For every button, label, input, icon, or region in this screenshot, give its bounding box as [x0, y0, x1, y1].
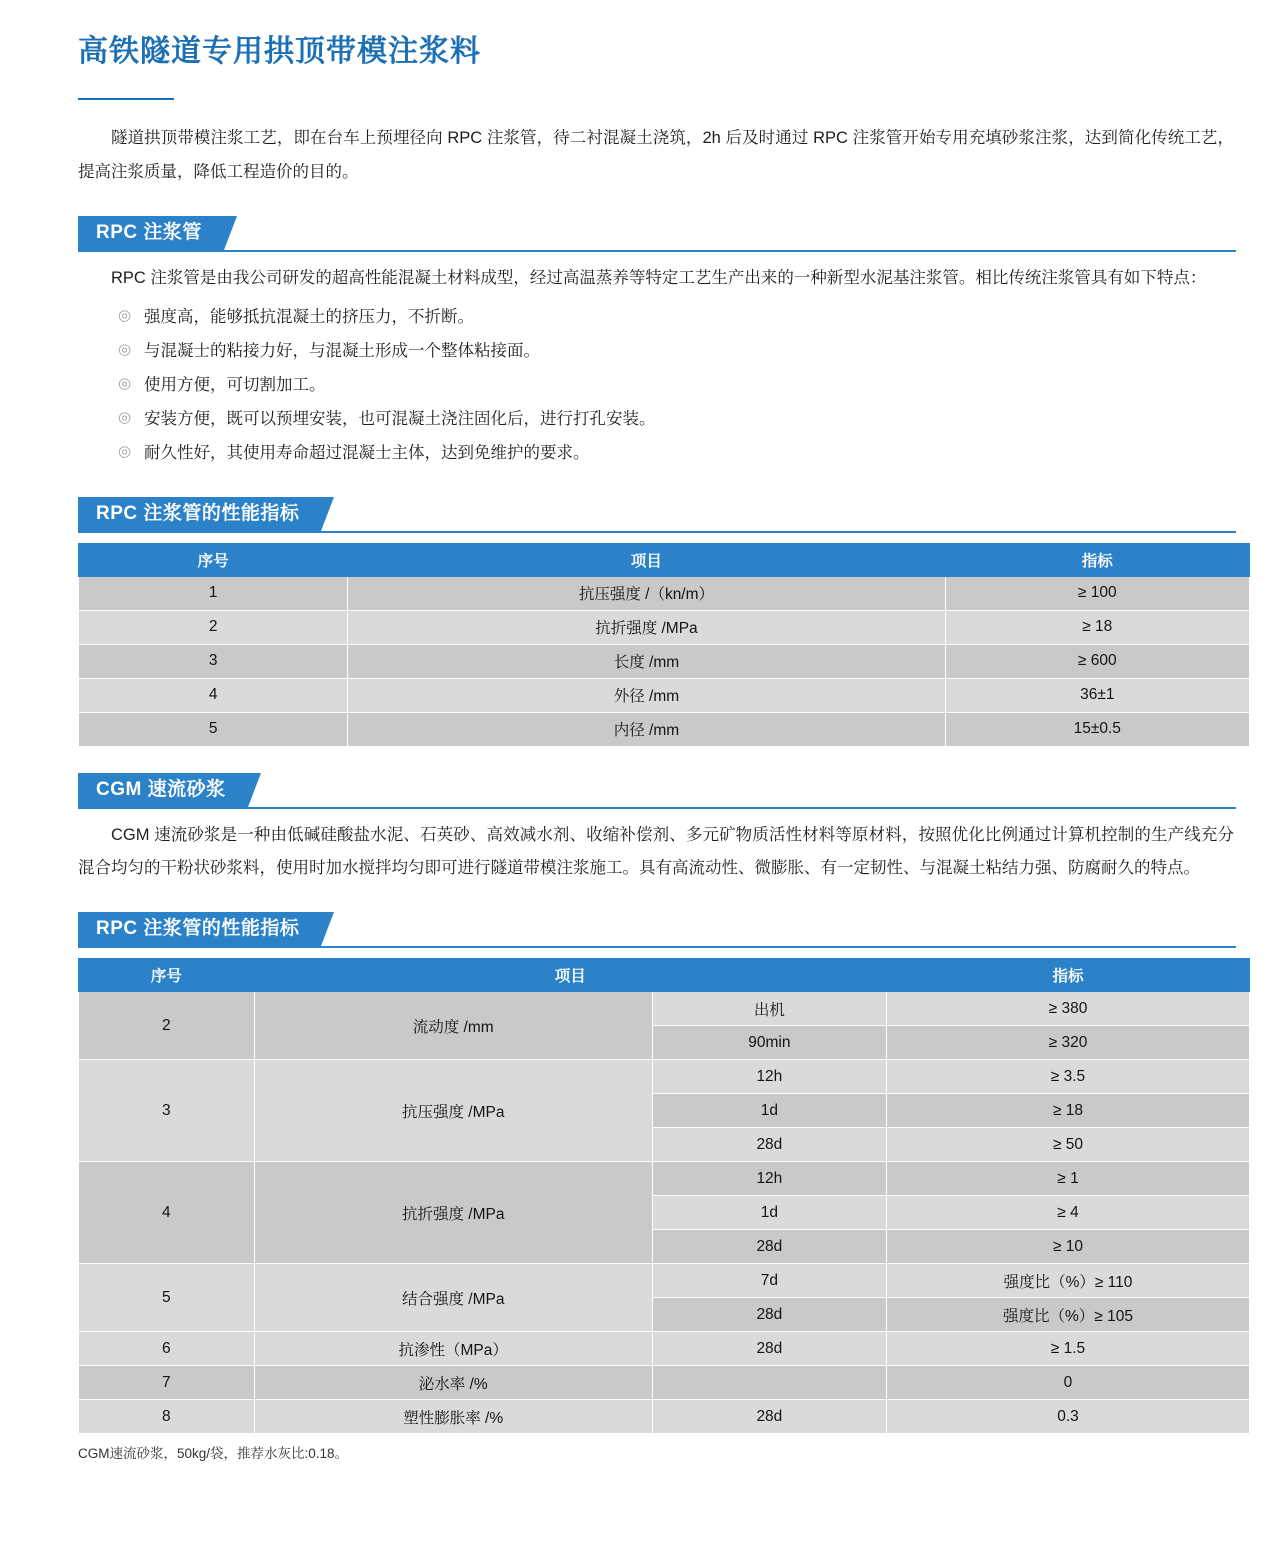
cell-no: 3: [79, 1060, 255, 1162]
cell-item: 结合强度 /MPa: [254, 1264, 652, 1332]
cell-item: 内径 /mm: [348, 712, 945, 746]
cell-item: 抗压强度 /（kn/m）: [348, 576, 945, 610]
table-row: [79, 1400, 1250, 1434]
table-row: [79, 678, 1250, 712]
circle-outline-icon: ◎: [118, 408, 132, 426]
list-item-label: 耐久性好，其使用寿命超过混凝士主体，达到免维护的要求。: [144, 443, 590, 462]
cell-condition: 7d: [652, 1264, 886, 1298]
cell-value: ≥ 10: [886, 1230, 1249, 1264]
table-header-row: [79, 959, 1250, 992]
cell-value: ≥ 320: [886, 1026, 1249, 1060]
cell-no: 7: [79, 1366, 255, 1400]
section-heading-cgm-underline: [78, 807, 1236, 809]
table-row: [79, 1060, 1250, 1094]
list-item-label: 使用方便，可切割加工。: [144, 376, 326, 395]
column-header-item: 项目: [254, 959, 886, 992]
section-heading-rpc-specs-underline: [78, 531, 1236, 533]
rpc-paragraph: RPC 注浆管是由我公司研发的超高性能混凝土材料成型，经过高温蒸养等特定工艺生产出来的一种新型水泥基注浆管。相比传统注浆管具有如下特点：: [111, 268, 1207, 287]
table-row: [79, 712, 1250, 746]
rpc-spec-table: [78, 543, 1250, 747]
cgm-paragraph: CGM 速流砂浆是一种由低碱硅酸盐水泥、石英砂、高效减水剂、收缩补偿剂、多元矿物质活性材料等原材料，按照优化比例通过计算机控制的生产线充分混合均匀的干粉状砂浆料，使用时加水搅拌均匀即可进行隧道带模注浆施工。具有高流动性、微膨胀、有一定韧性、与混凝土粘结力强、防腐耐久的特点。: [78, 825, 1234, 878]
list-item: [118, 437, 1250, 471]
cell-no: 2: [79, 992, 255, 1060]
table-row: [79, 1162, 1250, 1196]
cell-item: 长度 /mm: [348, 644, 945, 678]
cell-item: 抗折强度 /MPa: [348, 610, 945, 644]
cell-item: 流动度 /mm: [254, 992, 652, 1060]
list-item-label: 安装方便，既可以预埋安装，也可混凝土浇注固化后，进行打孔安装。: [144, 409, 656, 428]
cell-value: ≥ 600: [945, 644, 1249, 678]
cgm-table-note: CGM速流砂浆，50kg/袋，推荐水灰比:0.18。: [78, 1446, 349, 1462]
page-title: 高铁隧道专用拱顶带模注浆料: [78, 35, 481, 68]
cell-value: ≥ 3.5: [886, 1060, 1249, 1094]
list-item: [118, 335, 1250, 369]
cell-value: ≥ 18: [886, 1094, 1249, 1128]
table-row: [79, 1264, 1250, 1298]
section-heading-cgm-label: CGM 速流砂浆: [78, 773, 248, 807]
cell-condition: 28d: [652, 1400, 886, 1434]
cell-no: 6: [79, 1332, 255, 1366]
cell-item: 抗折强度 /MPa: [254, 1162, 652, 1264]
cell-item: 抗渗性（MPa）: [254, 1332, 652, 1366]
list-item: [118, 301, 1250, 335]
cell-no: 3: [79, 644, 348, 678]
cell-no: 8: [79, 1400, 255, 1434]
rpc-feature-list: [78, 301, 1250, 470]
table-row: [79, 610, 1250, 644]
section-heading-rpc-label: RPC 注浆管: [78, 216, 224, 250]
cell-value: ≥ 50: [886, 1128, 1249, 1162]
cell-no: 5: [79, 1264, 255, 1332]
cell-condition: [652, 1366, 886, 1400]
list-item-label: 与混凝士的粘接力好，与混凝土形成一个整体粘接面。: [144, 342, 540, 361]
cell-condition: 1d: [652, 1094, 886, 1128]
column-header-no: 序号: [79, 543, 348, 576]
circle-outline-icon: ◎: [118, 341, 132, 359]
cell-item: 抗压强度 /MPa: [254, 1060, 652, 1162]
section-heading-rpc-underline: [78, 250, 1236, 252]
cell-value: 0: [886, 1366, 1249, 1400]
table-row: [79, 1332, 1250, 1366]
cell-condition: 28d: [652, 1298, 886, 1332]
circle-outline-icon: ◎: [118, 442, 132, 460]
cell-no: 5: [79, 712, 348, 746]
table-row: [79, 1366, 1250, 1400]
cell-no: 1: [79, 576, 348, 610]
cell-value: 0.3: [886, 1400, 1249, 1434]
cell-value: ≥ 1.5: [886, 1332, 1249, 1366]
list-item: [118, 403, 1250, 437]
table-row: [79, 992, 1250, 1026]
cell-value: 15±0.5: [945, 712, 1249, 746]
circle-outline-icon: ◎: [118, 375, 132, 393]
section-heading-rpc-specs: [78, 497, 1250, 533]
column-header-value: 指标: [886, 959, 1249, 992]
column-header-item: 项目: [348, 543, 945, 576]
cell-condition: 90min: [652, 1026, 886, 1060]
section-heading-rpc-specs-label: RPC 注浆管的性能指标: [78, 497, 321, 531]
cell-condition: 12h: [652, 1162, 886, 1196]
cell-value: ≥ 100: [945, 576, 1249, 610]
table-row: [79, 644, 1250, 678]
cgm-spec-table: [78, 958, 1250, 1434]
cell-item: 外径 /mm: [348, 678, 945, 712]
section-heading-rpc: [78, 216, 1250, 252]
cell-value: ≥ 1: [886, 1162, 1249, 1196]
list-item: [118, 369, 1250, 403]
cell-item: 塑性膨胀率 /%: [254, 1400, 652, 1434]
cell-condition: 1d: [652, 1196, 886, 1230]
cell-no: 4: [79, 678, 348, 712]
cell-condition: 28d: [652, 1230, 886, 1264]
cell-value: ≥ 4: [886, 1196, 1249, 1230]
section-heading-cgm: [78, 773, 1250, 809]
cell-value: ≥ 380: [886, 992, 1249, 1026]
column-header-value: 指标: [945, 543, 1249, 576]
cell-condition: 出机: [652, 992, 886, 1026]
cell-item: 泌水率 /%: [254, 1366, 652, 1400]
cell-condition: 28d: [652, 1128, 886, 1162]
section-heading-cgm-specs-underline: [78, 946, 1236, 948]
cell-condition: 28d: [652, 1332, 886, 1366]
cell-condition: 12h: [652, 1060, 886, 1094]
circle-outline-icon: ◎: [118, 307, 132, 325]
title-divider: [78, 98, 174, 100]
table-header-row: [79, 543, 1250, 576]
intro-paragraph: 隧道拱顶带模注浆工艺，即在台车上预埋径向 RPC 注浆管，待二衬混凝土浇筑，2h 后及时通过 RPC 注浆管开始专用充填砂浆注浆，达到简化传统工艺，提高注浆质量，降低工程造价的目的。: [78, 129, 1234, 181]
cell-value: 36±1: [945, 678, 1249, 712]
cell-value: 强度比（%）≥ 110: [886, 1264, 1249, 1298]
cell-no: 4: [79, 1162, 255, 1264]
list-item-label: 强度高，能够抵抗混凝土的挤压力，不折断。: [144, 308, 474, 327]
section-heading-cgm-specs-label: RPC 注浆管的性能指标: [78, 912, 321, 946]
table-row: [79, 576, 1250, 610]
cell-value: 强度比（%）≥ 105: [886, 1298, 1249, 1332]
cell-no: 2: [79, 610, 348, 644]
cell-value: ≥ 18: [945, 610, 1249, 644]
column-header-no: 序号: [79, 959, 255, 992]
section-heading-cgm-specs: [78, 912, 1250, 948]
